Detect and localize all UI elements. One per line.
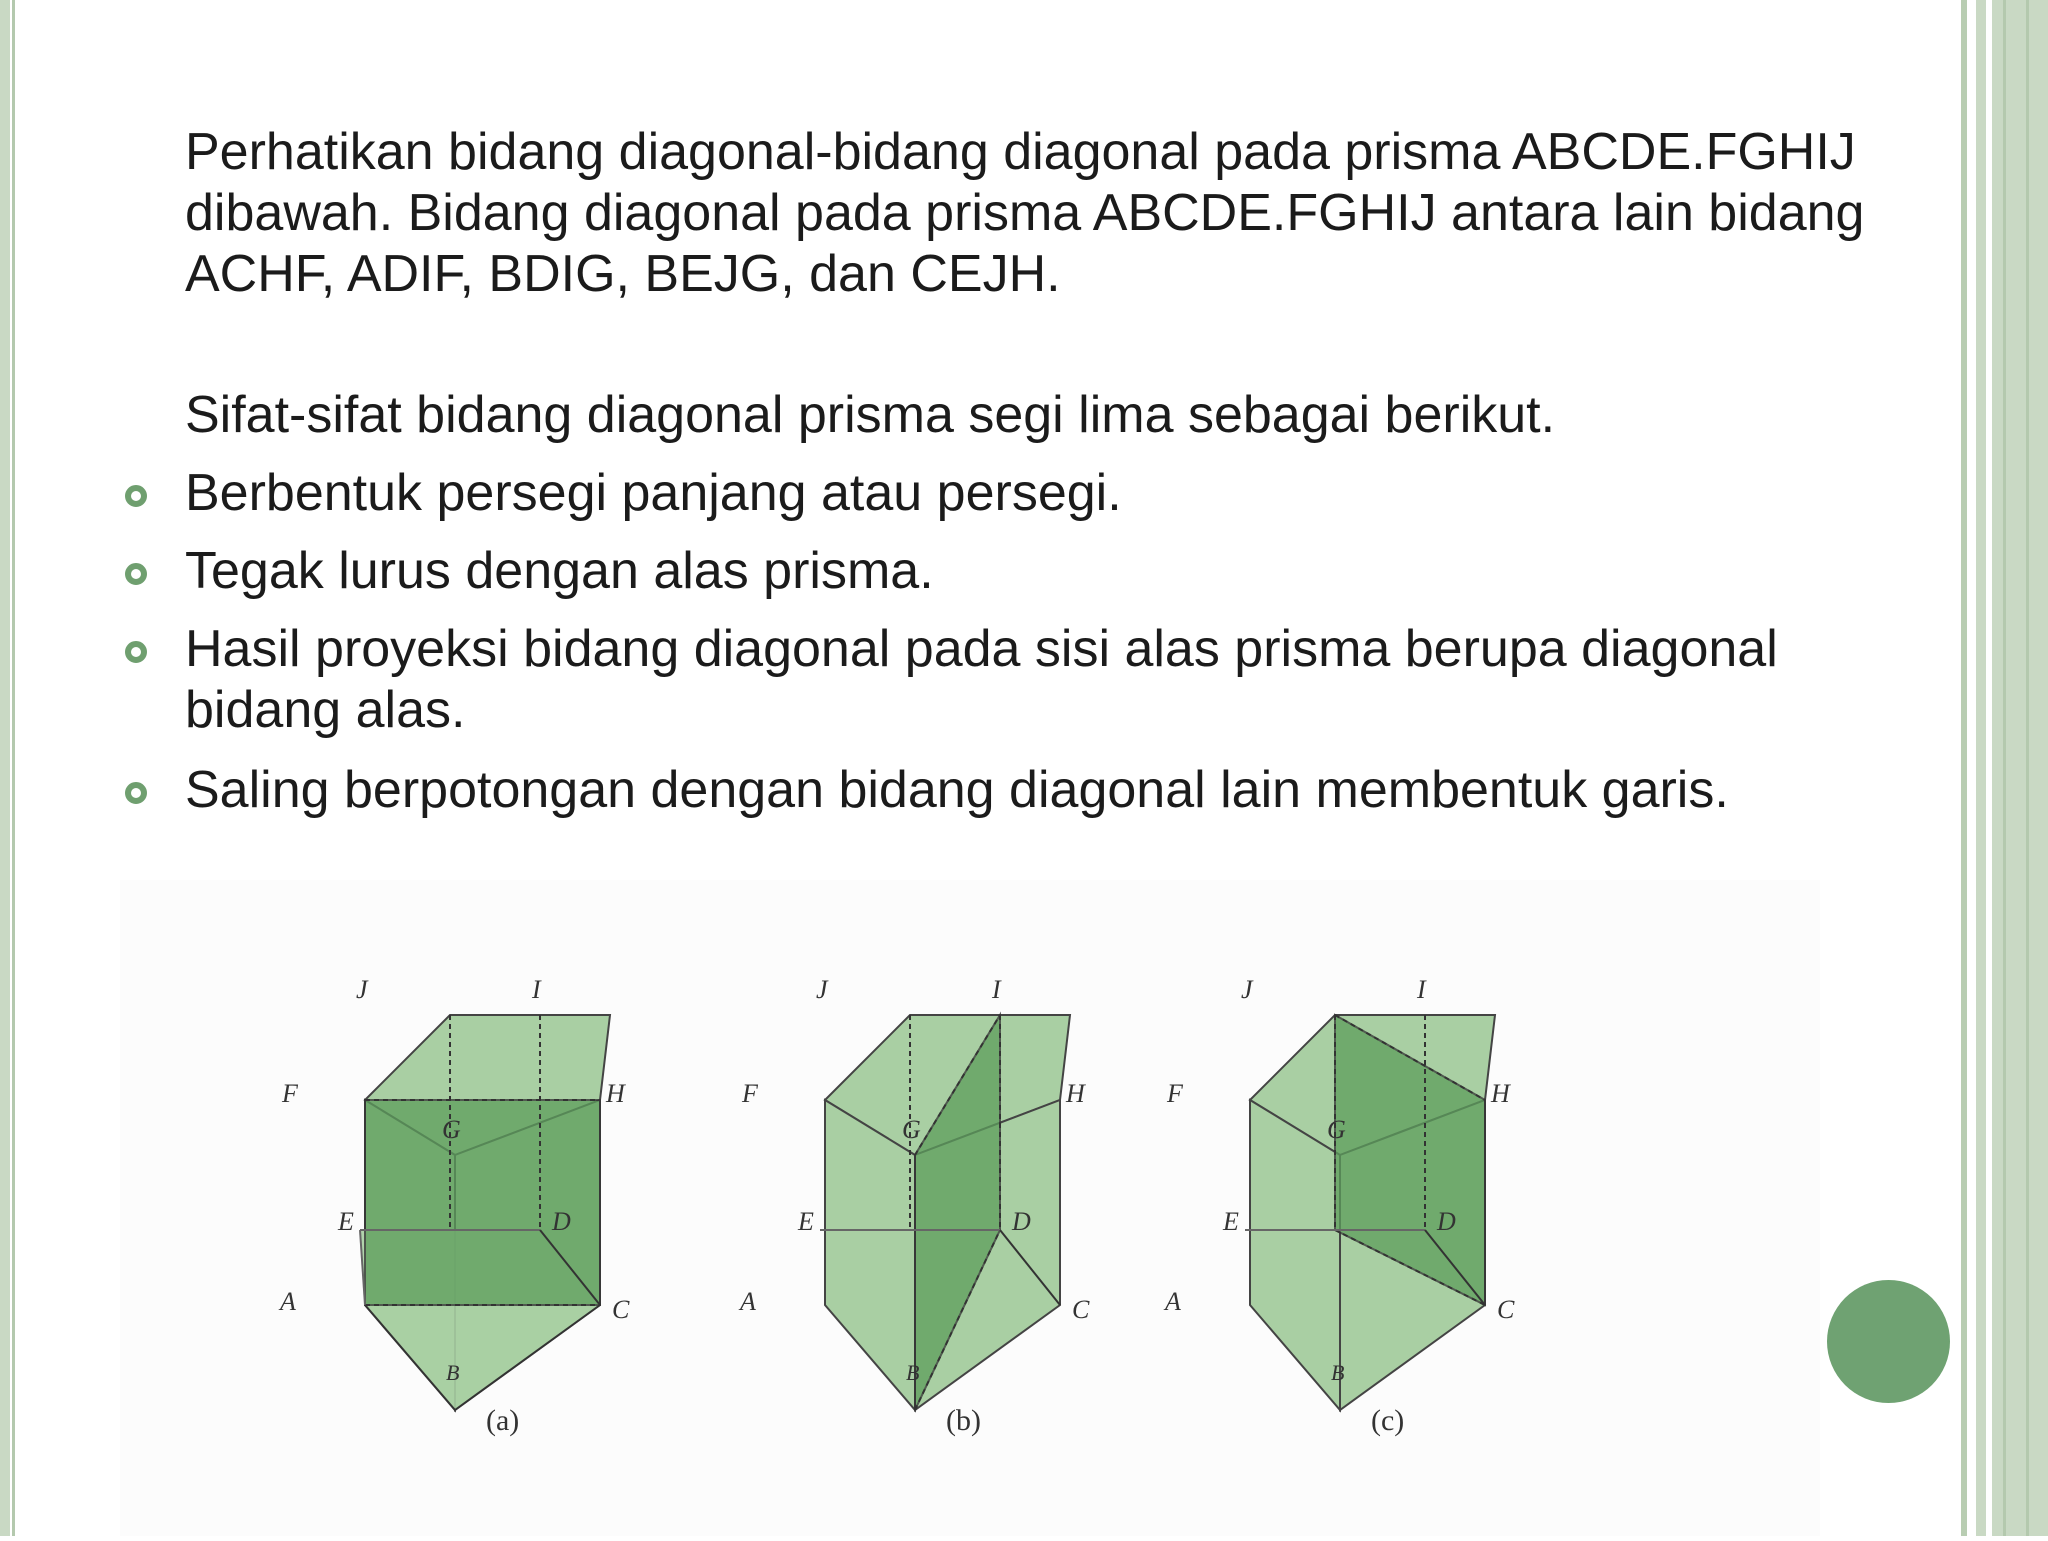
right-frame-stripe [1976,0,1986,1536]
label-b: B [1331,1360,1345,1385]
right-frame-stripe [1961,0,1967,1536]
label-i: I [1417,975,1426,1004]
right-frame-line [2003,0,2006,1536]
bullet-circle-icon [125,485,147,507]
caption-c: (c) [1371,1404,1405,1437]
label-b: B [906,1360,920,1385]
label-h: H [1491,1079,1510,1108]
intro-lead: Sifat-sifat bidang diagonal prisma segi lima sebagai berikut. [185,386,1556,444]
label-j: J [356,975,368,1004]
label-b: B [446,1360,460,1385]
label-c: C [612,1295,630,1324]
bullet-text: Saling berpotongan dengan bidang diagonal lain membentuk garis. [185,761,1729,819]
prism-b [738,975,1090,1437]
decorative-green-circle [1827,1280,1950,1403]
left-frame-border [0,0,10,1536]
label-i: I [992,975,1001,1004]
label-j: J [816,975,828,1004]
label-j: J [1241,975,1253,1004]
right-frame-line [2026,0,2029,1536]
bullet-circle-icon [125,641,147,663]
prism-c [1163,975,1515,1437]
right-frame-band [1992,0,2048,1536]
label-a: A [740,1287,756,1316]
label-d: D [552,1207,571,1236]
label-c: C [1497,1295,1515,1324]
label-h: H [606,1079,625,1108]
prism-a [278,975,630,1437]
bullet-text: Hasil proyeksi bidang diagonal pada sisi alas prisma berupa diagonal bidang alas. [185,620,1778,739]
label-d: D [1012,1207,1031,1236]
label-e: E [798,1207,814,1236]
label-g: G [1327,1115,1346,1144]
label-f: F [282,1079,298,1108]
label-f: F [1167,1079,1183,1108]
intro-paragraph: Perhatikan bidang diagonal-bidang diagonal pada prisma ABCDE.FGHIJ dibawah. Bidang diagonal pada prisma ABCDE.FGHIJ antara lain bidang ACHF, ADIF, BDIG, BEJG, dan CEJH. [185,123,1865,303]
label-i: I [532,975,541,1004]
label-e: E [1223,1207,1239,1236]
label-g: G [442,1115,461,1144]
prism-diagrams [120,880,1820,1536]
bullet-circle-icon [125,563,147,585]
bullet-circle-icon [125,782,147,804]
label-f: F [742,1079,758,1108]
label-h: H [1066,1079,1085,1108]
caption-b: (b) [946,1404,981,1437]
label-d: D [1437,1207,1456,1236]
label-a: A [1165,1287,1181,1316]
label-e: E [338,1207,354,1236]
bullet-text: Tegak lurus dengan alas prisma. [185,542,934,600]
label-c: C [1072,1295,1090,1324]
label-g: G [902,1115,921,1144]
bullet-text: Berbentuk persegi panjang atau persegi. [185,464,1122,522]
prism-figure [120,880,1820,1536]
caption-a: (a) [486,1404,520,1437]
left-frame-line [12,0,15,1536]
label-a: A [280,1287,296,1316]
